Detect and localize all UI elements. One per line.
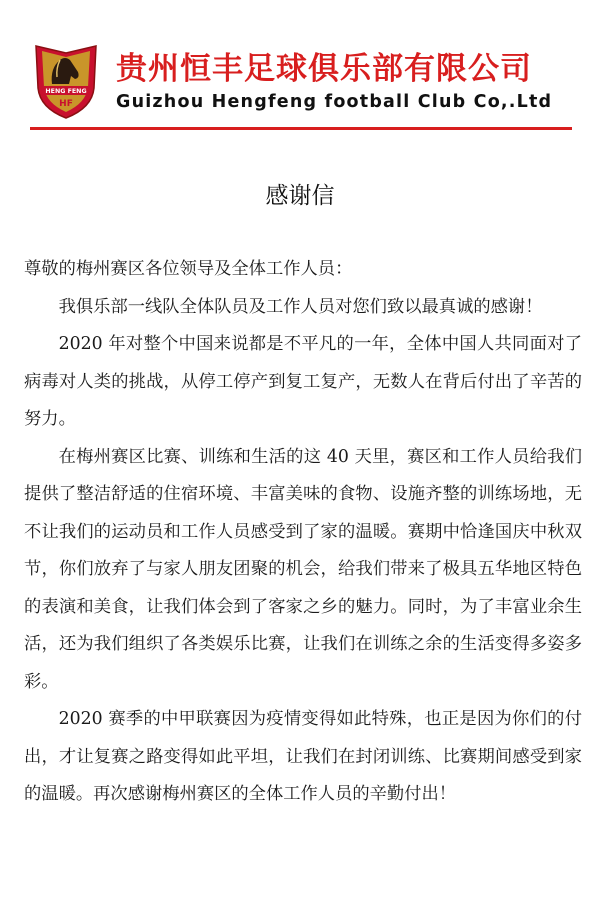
paragraph: 在梅州赛区比赛、训练和生活的这 40 天里，赛区和工作人员给我们提供了整洁舒适的住宿环境、丰富美味的食物、设施齐整的训练场地，无不让我们的运动员和工作人员感受到了家的温暖。赛期中恰逢国庆中秋双节，你们放弃了与家人朋友团聚的机会，给我们带来了极具五华地区特色的表演和美食，让我们体会到了客家之乡的魅力。同时，为了丰富业余生活，还为我们组织了各类娱乐比赛，让我们在训练之余的生活变得多姿多彩。 [24,446,582,692]
club-name-english: Guizhou Hengfeng football Club Co,.Ltd [116,92,553,112]
letterhead [0,0,600,140]
crest-text: HENG FENG [45,88,87,96]
horse-shield-icon [26,40,106,120]
svg-text:HF: HF [59,99,73,109]
paragraph: 我俱乐部一线队全体队员及工作人员对您们致以最真诚的感谢！ [58,296,543,317]
paragraph: 2020 赛季的中甲联赛因为疫情变得如此特殊，也正是因为你们的付出，才让复赛之路变得如此平坦，让我们在封闭训练、比赛期间感受到家的温暖。再次感谢梅州赛区的全体工作人员的辛勤付出！ [24,709,582,804]
salutation: 尊敬的梅州赛区各位领导及全体工作人员： [24,259,353,279]
letter-body [24,251,582,814]
paragraph: 2020 年对整个中国来说都是不平凡的一年，全体中国人共同面对了病毒对人类的挑战，从停工停产到复工复产，无数人在背后付出了辛苦的努力。 [24,334,582,429]
club-name-chinese: 贵州恒丰足球俱乐部有限公司 [116,51,532,87]
letter-title: 感谢信 [265,183,335,209]
club-crest-logo [26,40,106,120]
header-divider [30,127,572,130]
